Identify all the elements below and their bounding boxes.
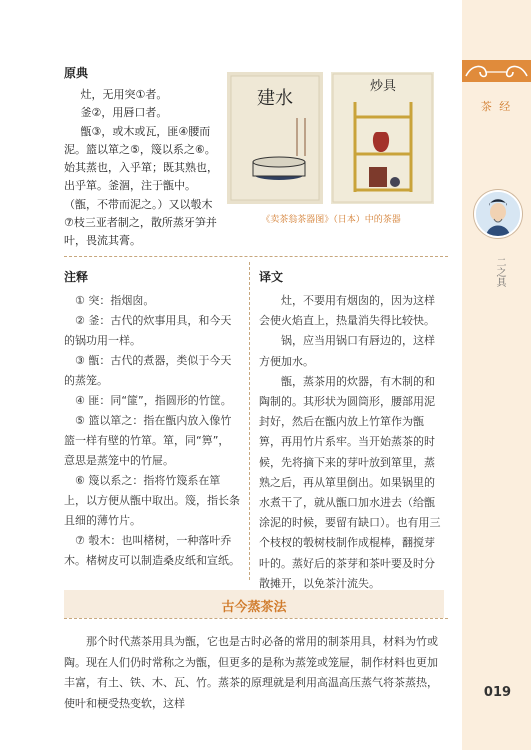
yuandian-label: 原典 [64, 66, 89, 80]
section-title: 古今蒸茶法 [221, 600, 287, 615]
yuandian-line: 灶，无用突①者。 [80, 88, 168, 101]
translation-paragraph: 甑，蒸茶用的炊器，有木制的和陶制的。其形状为圆筒形，腰部用泥封好，然后在甑内放上竹箪作为甑箅，再用竹片系牢。当开始蒸茶的时候，先将摘下来的芽叶放到箪里，蒸熟之后，再从箪里倒出。如果锅里的水煮干了，就从甑口加水进去（给甑涂泥的时候，要留有缺口）。也有用三个枝杈的彀树枝制作成棍棒，翻搅芽叶的。蒸好后的茶芽和茶叶要及时分散摊开，以免茶汁流失。 [259, 374, 441, 590]
page-number: 019 [483, 685, 512, 700]
author-portrait [474, 190, 522, 238]
illustration-title-2: 炒具 [369, 79, 397, 94]
yuandian-text [64, 86, 220, 251]
illustration-caption: 《卖茶翁茶器图》（日本）中的茶器 [261, 215, 401, 225]
note-item: ⑥ 篾以系之：指将竹篾系在箪上，以方便从甑中取出。篾，指长条且细的薄竹片。 [64, 474, 240, 527]
yiwen-label: 译文 [259, 270, 284, 284]
notes-list [64, 291, 240, 571]
note-item: ③ 甑：古代的煮器，类似于今天的蒸笼。 [64, 354, 232, 387]
top-divider [64, 256, 448, 257]
note-item: ④ 匪：同“篚”，指圆形的竹筐。 [75, 394, 232, 407]
illustration-title-1: 建水 [257, 88, 293, 109]
note-item: ② 釜：古代的炊事用具，和今天的锅功用一样。 [64, 314, 232, 347]
translation-paragraph: 锅，应当用锅口有唇边的，这样方便加水。 [259, 334, 435, 368]
book-title: 茶 经 [480, 100, 513, 113]
note-item: ⑦ 彀木：也叫楮树，一种落叶乔木。楮树皮可以制造桑皮纸和宣纸。 [64, 534, 240, 567]
sidebar-ornament [462, 60, 531, 82]
section-divider [64, 618, 448, 619]
yuandian-line: 甑③，或木或瓦，匪④腰而泥。篮以箪之⑤，篾以系之⑥。始其蒸也，入乎箪；既其熟也，出乎箪。釜涸，注于甑中。（甑，不带而泥之。）又以彀木⑦枝三亚者制之，散所蒸牙笋并叶，畏流其膏。 [64, 124, 218, 248]
tea-shelf-illustration [331, 72, 434, 204]
yuandian-line: 釜②，用唇口者。 [80, 106, 168, 120]
chapter-label: 二之具 [494, 257, 505, 287]
section-body: 那个时代蒸茶用具为甑，它也是古时必备的常用的制茶用具，材料为竹或陶。现在人们仍时常称之为甑，但更多的是称为蒸笼或笼屉，制作材料也更加丰富，有土、铁、木、瓦、竹。蒸茶的原理就是利用高温高压蒸气将茶蒸热，使叶和梗受热变软，这样 [64, 635, 438, 710]
column-divider [249, 262, 250, 580]
translation-text [259, 291, 442, 594]
zhushi-label: 注释 [64, 270, 89, 284]
tea-vessel-illustration [227, 72, 323, 204]
translation-paragraph: 灶，不要用有烟囱的，因为这样会使火焰直上，热量消失得比较快。 [259, 294, 435, 328]
note-item: ⑤ 篮以箪之：指在甑内放入像竹篮一样有壁的竹箪。箪，同“箅”，意思是蒸笼中的竹屉。 [64, 414, 232, 467]
note-item: ① 突：指烟囱。 [75, 294, 155, 307]
